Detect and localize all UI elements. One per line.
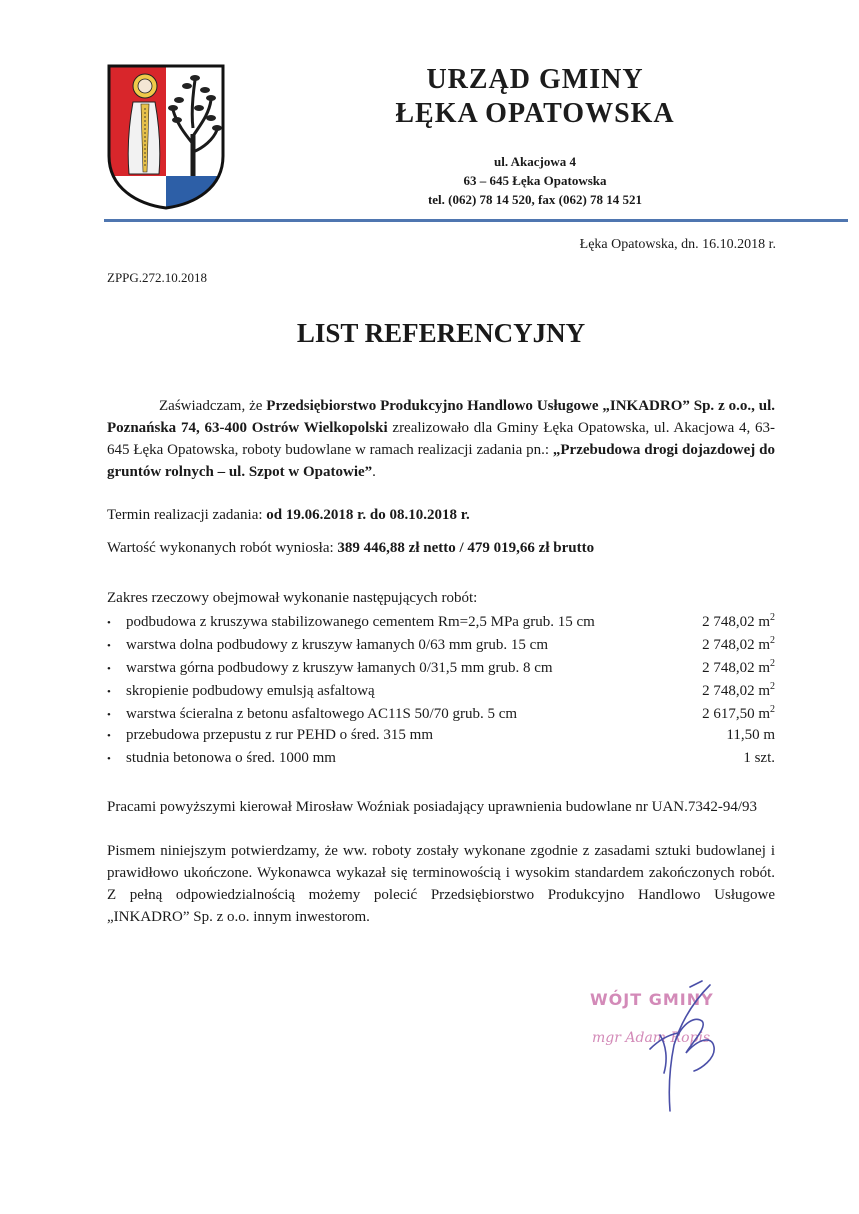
quantity-value: 2 617,50 m <box>702 706 770 722</box>
address-city: 63 – 645 Łęka Opatowska <box>463 173 607 188</box>
scope-item-quantity <box>702 704 775 723</box>
bullet-icon: • <box>107 663 111 675</box>
unit-exponent: 2 <box>770 658 775 669</box>
office-name-line2: ŁĘKA OPATOWSKA <box>395 98 675 129</box>
quantity-value: 11,50 m <box>726 727 775 743</box>
unit-exponent: 2 <box>770 612 775 623</box>
address-street: ul. Akacjowa 4 <box>494 154 576 169</box>
scope-item-description <box>107 683 375 700</box>
signature-icon <box>590 975 740 1115</box>
unit-exponent: 2 <box>770 635 775 646</box>
office-name-line1: URZĄD GMINY <box>426 64 644 95</box>
quantity-value: 1 szt. <box>743 750 775 766</box>
scope-list <box>107 612 775 773</box>
bullet-icon: • <box>107 753 111 765</box>
scope-item-description <box>107 637 548 654</box>
p1-text-1: Zaświadczam, że <box>159 398 267 414</box>
scope-item-description <box>107 727 433 744</box>
quantity-value: 2 748,02 m <box>702 637 770 653</box>
scope-item-quantity <box>702 612 775 631</box>
scope-item-quantity <box>702 635 775 654</box>
unit-exponent: 2 <box>770 704 775 715</box>
unit-exponent: 2 <box>770 681 775 692</box>
scope-item-quantity <box>702 681 775 700</box>
bullet-icon: • <box>107 730 111 742</box>
scope-item-description <box>107 706 517 723</box>
scope-item-quantity <box>726 727 775 744</box>
document-title: LIST REFERENCYJNY <box>296 318 586 348</box>
coat-of-arms <box>107 64 225 210</box>
quantity-value: 2 748,02 m <box>702 683 770 699</box>
scope-item-description <box>107 750 336 767</box>
p1-text-3: . <box>372 464 376 480</box>
scope-item-text: studnia betonowa o śred. 1000 mm <box>126 750 336 766</box>
bullet-icon: • <box>107 686 111 698</box>
scope-item-quantity <box>743 750 775 767</box>
scope-item <box>107 681 775 704</box>
address-phone-fax: tel. (062) 78 14 520, fax (062) 78 14 521 <box>427 192 643 207</box>
bullet-icon: • <box>107 709 111 721</box>
contractor-name: Przedsiębiorstwo Produkcyjno Handlowo Usługowe „INKADRO” Sp. z o.o., ul. Poznańska 74, 63-400 Ostrów Wielkopolski <box>107 398 775 436</box>
bullet-icon: • <box>107 617 111 629</box>
scope-item <box>107 658 775 681</box>
p1-text-2: zrealizowało dla Gminy Łęka Opatowska, ul. Akacjowa 4, 63-645 Łęka Opatowska, roboty budowlane w ramach realizacji zadania pn.: <box>107 420 775 458</box>
stamp-name: mgr Adam Ropis <box>592 1030 711 1046</box>
scope-item-text: skropienie podbudowy emulsją asfaltową <box>126 683 375 699</box>
paragraph-term <box>107 504 775 526</box>
stamp-title: WÓJT GMINY <box>590 990 714 1009</box>
scope-item-text: przebudowa przepustu z rur PEHD o śred. 315 mm <box>126 727 434 743</box>
document-date: Łęka Opatowska, dn. 16.10.2018 r. <box>579 237 776 252</box>
paragraph-value <box>107 537 775 559</box>
scope-item <box>107 612 775 635</box>
scope-intro: Zakres rzeczowy obejmował wykonanie następujących robót: <box>107 590 478 606</box>
scope-section <box>107 590 775 773</box>
value-label: Wartość wykonanych robót wyniosła: <box>107 540 338 556</box>
scope-item <box>107 635 775 658</box>
scope-item <box>107 704 775 727</box>
header-divider <box>104 219 848 222</box>
paragraph-certification <box>107 395 775 483</box>
quantity-value: 2 748,02 m <box>702 614 770 630</box>
scope-item-text: warstwa ścieralna z betonu asfaltowego AC11S 50/70 grub. 5 cm <box>126 706 518 722</box>
project-name: „Przebudowa drogi dojazdowej do gruntów rolnych – ul. Szpot w Opatowie” <box>107 442 775 480</box>
reference-number: ZPPG.272.10.2018 <box>107 270 208 285</box>
scope-item-description <box>107 614 595 631</box>
paragraph-recommendation: Pismem niniejszym potwierdzamy, że ww. roboty zostały wykonane zgodnie z zasadami sztuki budowlanej i prawidłowo ukończone. Wykonawca wykazał się terminowością i wysokim standardem zakończonych robót. Z pełną odpowiedzialnością możemy polecić Przedsiębiorstwo Produkcyjno Handlowo Usługowe „INKADRO” Sp. z o.o. innym inwestorom. <box>107 843 775 925</box>
paragraph-supervisor: Pracami powyższymi kierował Mirosław Woźniak posiadający uprawnienia budowlane nr UAN.7342-94/93 <box>107 799 758 815</box>
scope-item <box>107 750 775 773</box>
value-amount: 389 446,88 zł netto / 479 019,66 zł brutto <box>337 540 595 556</box>
bullet-icon: • <box>107 640 111 652</box>
scope-item-text: podbudowa z kruszywa stabilizowanego cementem Rm=2,5 MPa grub. 15 cm <box>126 614 595 630</box>
scope-item-quantity <box>702 658 775 677</box>
scope-item-text: warstwa dolna podbudowy z kruszyw łamanych 0/63 mm grub. 15 cm <box>126 637 548 653</box>
quantity-value: 2 748,02 m <box>702 660 770 676</box>
scope-item <box>107 727 775 750</box>
scope-item-text: warstwa górna podbudowy z kruszyw łamanych 0/31,5 mm grub. 8 cm <box>126 660 553 676</box>
scope-item-description <box>107 660 553 677</box>
term-value: od 19.06.2018 r. do 08.10.2018 r. <box>266 507 470 523</box>
term-label: Termin realizacji zadania: <box>107 507 267 523</box>
